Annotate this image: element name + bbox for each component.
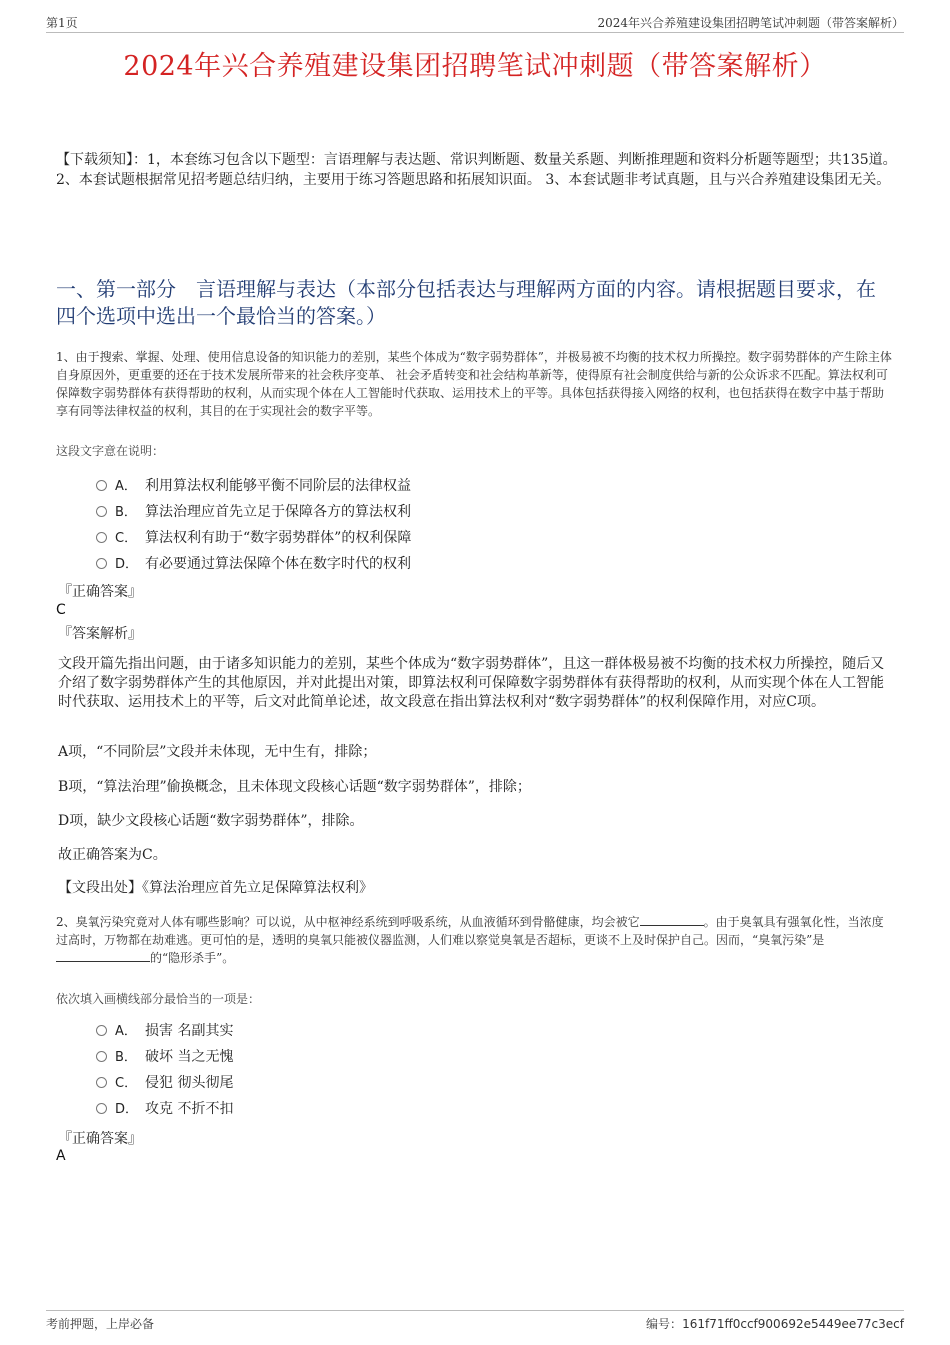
- question-2-prompt: 依次填入画横线部分最恰当的一项是：: [56, 992, 261, 1006]
- q1-analysis: 文段开篇先指出问题，由于诸多知识能力的差别，某些个体成为“数字弱势群体”，且这一群体极易被不均衡的技术权力所操控，随后又介绍了数字弱势群体产生的其他原因，并对此提出对策，即算法权利可保障数字弱势群体有获得帮助的权利，从而实现个体在人工智能时代获取、运用技术上的平等，后文对此简单论述，故文段意在指出算法权利对“数字弱势群体”的权利保障作用，对应C项。: [58, 656, 885, 710]
- q1-option-b[interactable]: B． 算法治理应首先立足于保障各方的算法权利: [96, 499, 411, 525]
- radio-icon[interactable]: [96, 506, 107, 517]
- radio-icon[interactable]: [96, 558, 107, 569]
- radio-icon[interactable]: [96, 480, 107, 491]
- q2-answer: A: [56, 1148, 66, 1164]
- q1-option-d[interactable]: D． 有必要通过算法保障个体在数字时代的权利: [96, 551, 411, 577]
- question-2-options: [96, 1018, 233, 1122]
- q1-option-a[interactable]: A． 利用算法权利能够平衡不同阶层的法律权益: [96, 473, 411, 499]
- footer-code: 编号：161f71ff0ccf900692e5449ee77c3ecf: [646, 1317, 904, 1331]
- fill-blank-2: [56, 949, 150, 962]
- footer-slogan: 考前押题，上岸必备: [46, 1317, 155, 1331]
- q1-answer: C: [56, 602, 66, 618]
- q2-option-a[interactable]: A． 损害 名副其实: [96, 1018, 233, 1044]
- radio-icon[interactable]: [96, 1025, 107, 1036]
- q1-answer-label: 『正确答案』: [58, 584, 142, 600]
- radio-icon[interactable]: [96, 1103, 107, 1114]
- question-1-prompt: 这段文字意在说明：: [56, 444, 165, 458]
- q1-explain-d: D项，缺少文段核心话题“数字弱势群体”，排除。: [58, 813, 364, 829]
- download-notice: 【下载须知】：1，本套练习包含以下题型：言语理解与表达题、常识判断题、数量关系题、判断推理题和资料分析题等题型；共135道。 2、本套试题根据常见招考题总结归纳，主要用于练习答题思路和拓展知识面。 3、本套试题非考试真题，且与兴合养殖建设集团无关。: [56, 152, 897, 188]
- q1-explain-a: A项，“不同阶层”文段并未体现，无中生有，排除；: [58, 744, 377, 760]
- q2-option-b[interactable]: B． 破坏 当之无愧: [96, 1044, 233, 1070]
- radio-icon[interactable]: [96, 1077, 107, 1088]
- q2-option-c[interactable]: C． 侵犯 彻头彻尾: [96, 1070, 233, 1096]
- document-title: 2024年兴合养殖建设集团招聘笔试冲刺题（带答案解析）: [123, 51, 827, 82]
- radio-icon[interactable]: [96, 1051, 107, 1062]
- question-1-text: 1、由于搜索、掌握、处理、使用信息设备的知识能力的差别，某些个体成为“数字弱势群体”，并极易被不均衡的技术权力所操控。数字弱势群体的产生除主体自身原因外，更重要的还在于技术发展所带来的社会秩序变革、 社会矛盾转变和社会结构革新等，使得原有社会制度供给与新的公众诉求不匹配。算法权利可保障数字弱势群体有获得帮助的权利，从而实现个体在人工智能时代获取、运用技术上的平等。具体包括获得接入网络的权利，也包括获得在数字中基于帮助享有同等法律权益的权利，其目的在于实现社会的数字平等。: [56, 350, 892, 418]
- q1-analysis-label: 『答案解析』: [58, 626, 142, 642]
- q1-source: 【文段出处】《算法治理应首先立足保障算法权利》: [58, 880, 373, 896]
- q2-option-d[interactable]: D． 攻克 不折不扣: [96, 1096, 233, 1122]
- question-2-text: 2、臭氧污染究竟对人体有哪些影响？可以说，从中枢神经系统到呼吸系统，从血液循环到骨骼健康，均会被它 。由于臭氧具有强氧化性，当浓度过高时，万物都在劫难逃。更可怕的是，透明的臭氧只能被仪器监测，人们难以察觉臭氧是否超标，更谈不上及时保护自己。因而，“臭氧污染”是的“隐形杀手”。: [56, 915, 884, 965]
- fill-blank-1: [640, 913, 704, 926]
- page-number: 第1页: [46, 16, 78, 30]
- q1-option-c[interactable]: C． 算法权利有助于“数字弱势群体”的权利保障: [96, 525, 411, 551]
- header-doc-title: 2024年兴合养殖建设集团招聘笔试冲刺题（带答案解析）: [597, 16, 904, 30]
- page-footer: [46, 1310, 904, 1335]
- q1-conclusion: 故正确答案为C。: [58, 847, 167, 863]
- radio-icon[interactable]: [96, 532, 107, 543]
- q1-explain-b: B项，“算法治理”偷换概念，且未体现文段核心话题“数字弱势群体”，排除；: [58, 779, 531, 795]
- q2-answer-label: 『正确答案』: [58, 1131, 142, 1147]
- section-heading: 一、第一部分 言语理解与表达（本部分包括表达与理解两方面的内容。请根据题目要求，在四个选项中选出一个最恰当的答案。）: [56, 277, 876, 328]
- question-1-options: [96, 473, 411, 577]
- page-header: [46, 14, 904, 33]
